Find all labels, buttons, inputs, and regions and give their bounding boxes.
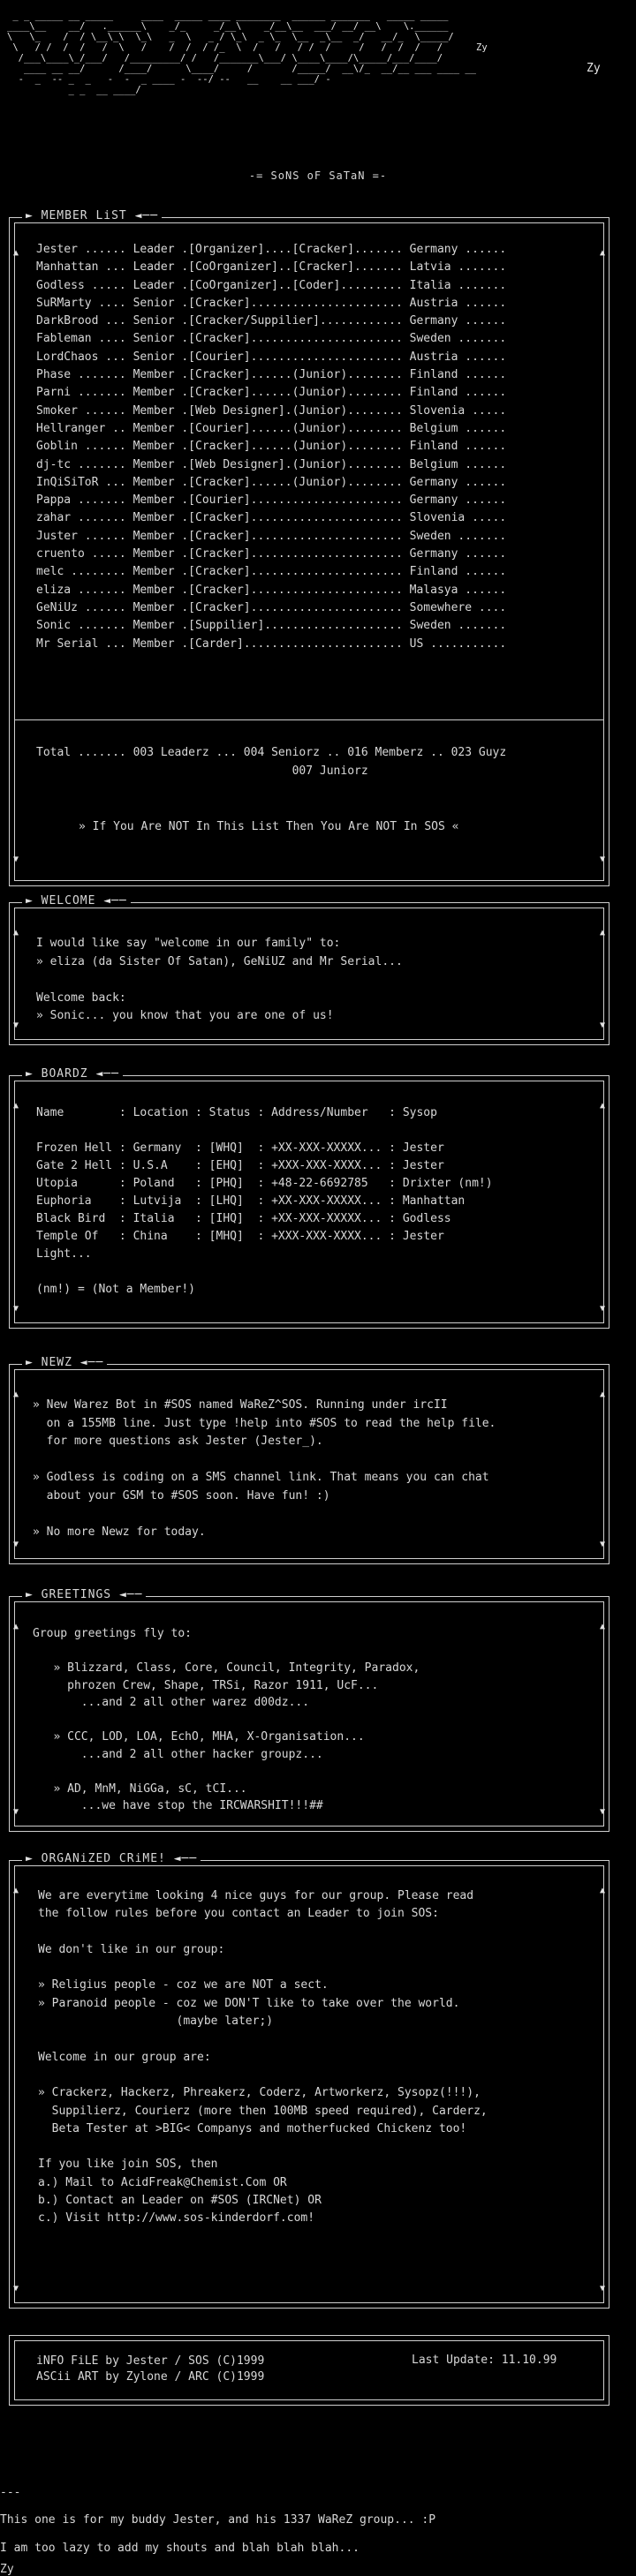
scroll-down-right-icon: ▼: [599, 1021, 605, 1030]
section-title-organized-crime: [22, 1852, 201, 1865]
section-title-newz: [22, 1356, 107, 1369]
section-title-welcome: [22, 894, 131, 908]
scroll-up-icon: ▲: [13, 1390, 19, 1399]
organized-crime-section: [9, 1852, 610, 2309]
title-deco-left-icon: ►: [26, 1067, 34, 1081]
organized-crime-title: ORGANiZED CRiME!: [41, 1852, 166, 1865]
scroll-up-right-icon: ▲: [599, 1101, 605, 1111]
member-row: Smoker ...... Member .[Web Designer].(Junior)........ Slovenia .....: [36, 403, 507, 418]
shout-line-1: This one is for my buddy Jester, and his 1337 WaReZ group... :P: [0, 2513, 436, 2527]
member-row: Jester ...... Leader .[Organizer]....[Cracker]....... Germany ......: [36, 243, 507, 256]
page-subtitle: -= SoNS oF SaTaN =-: [248, 169, 388, 182]
welcome-section: [9, 894, 610, 1045]
organized-crime-text: We are everytime looking 4 nice guys for our group. Please read the follow rules before you contact an Leader to join SOS: We don't like in our group: » Religius people - coz we are NOT a sect. » Paranoid people - coz we DON'T like to take over the world. (maybe later;) Welcome in our group are: » Crackerz, Hackerz, Phreakerz, Coderz, Artworkerz, Sysopz(!!!), Suppilierz, Courierz (more then 100MB speed required), Carderz, Beta Tester at >BIG< Companys and motherfucked Chickenz too! If you like join SOS, then a.) Mail to AcidFreak@Chemist.Com OR b.) Contact an Leader on #SOS (IRCNet) OR c.) Visit http://www.sos-kinderdorf.com!: [38, 1889, 488, 2226]
section-title-boardz: [22, 1067, 123, 1081]
member-total: Total ....... 003 Leaderz ... 004 Seniorz .. 016 Memberz .. 023 Guyz 007 Juniorz: [36, 746, 507, 778]
member-row: SuRMarty .... Senior .[Cracker]...................... Austria ......: [36, 296, 507, 310]
title-deco-right-icon: ◄──: [80, 1356, 104, 1369]
member-row: InQiSiToR ... Member .[Cracker]......(Junior)........ Germany ......: [36, 475, 507, 489]
scroll-down-icon: ▼: [13, 2284, 19, 2294]
last-update: Last Update: 11.10.99: [412, 2354, 557, 2367]
member-list-title: MEMBER LiST: [41, 209, 127, 222]
member-row: LordChaos ... Senior .[Courier]...................... Austria ......: [36, 350, 507, 364]
scroll-down-icon: ▼: [13, 1021, 19, 1030]
greetings-section: [9, 1588, 610, 1832]
scroll-down-right-icon: ▼: [599, 1540, 605, 1549]
member-row: Godless ..... Leader .[CoOrganizer]..[Coder]......... Italia .......: [36, 278, 507, 292]
member-row: Sonic ....... Member .[Suppilier].................... Sweden .......: [36, 619, 507, 633]
scroll-down-right-icon: ▼: [599, 2284, 605, 2294]
member-row: Phase ....... Member .[Cracker]......(Junior)........ Finland ......: [36, 368, 507, 382]
scroll-up-icon: ▲: [13, 1622, 19, 1631]
title-deco-left-icon: ►: [26, 1852, 34, 1865]
scroll-down-right-icon: ▼: [599, 855, 605, 864]
scroll-down-right-icon: ▼: [599, 1304, 605, 1314]
scroll-down-icon: ▼: [13, 855, 19, 864]
member-row: Manhattan ... Leader .[CoOrganizer]..[Cracker]....... Latvia .......: [36, 260, 507, 275]
newz-text: » New Warez Bot in #SOS named WaReZ^SOS. Running under ircII on a 155MB line. Just type !help into #SOS to read the help file. for more questions ask Jester (Jester_). » Godless is coding on a SMS channel link. That means you can chat about your GSM to #SOS soon. Have fun! :) » No more Newz for today.: [33, 1398, 496, 1539]
info-footer-box: [9, 2335, 610, 2406]
section-title-member-list: [22, 209, 162, 222]
title-deco-right-icon: ◄──: [118, 1588, 143, 1601]
member-row: zahar ....... Member .[Cracker]...................... Slovenia .....: [36, 511, 507, 525]
member-rows: [36, 241, 506, 653]
newz-section: [9, 1356, 610, 1564]
scroll-up-right-icon: ▲: [599, 1622, 605, 1631]
scroll-up-right-icon: ▲: [599, 928, 605, 938]
scroll-down-right-icon: ▼: [599, 1807, 605, 1817]
shout-line-2: I am too lazy to add my shouts and blah blah blah...: [0, 2542, 360, 2555]
title-deco-left-icon: ►: [26, 209, 34, 222]
member-row: Mr Serial ... Member .[Carder]....................... US ...........: [36, 636, 507, 651]
member-row: Goblin ...... Member .[Cracker]......(Junior)........ Finland ......: [36, 440, 507, 454]
newz-title: NEWZ: [41, 1356, 72, 1369]
artist-signature: Zy: [587, 62, 601, 75]
welcome-title: WELCOME: [41, 894, 96, 908]
member-row: DarkBrood ... Senior .[Cracker/Suppilier]............ Germany ......: [36, 314, 507, 328]
greetings-text: Group greetings fly to: » Blizzard, Class, Core, Council, Integrity, Paradox, phrozen Crew, Shape, TRSi, Razor 1911, UcF... ...and 2 all other warez d00dz... » CCC, LOD, LOA, EchO, MHA, X-Organisation... ...and 2 all other hacker groupz... » AD, MnM, NiGGa, sC, tCI... ...we have stop the IRCWARSHIT!!!##: [33, 1627, 420, 1812]
ascii-logo: _ _ _____ __ _____ ____ _____ ____ ________ ______ _______ _____ _____ ____\__ __/ .______\ _/_ _/__\ _/__\__ ___/ __/ __\ \.______ \ \_ / / \__\_\ \_\ _ \ _ / \_\ _ \_ \__ _\__ _/ __/_ \_____/ \ / / / / / \ / / / / /_ \ / / / / / / / / / / Zy /___\____\_/___/ /_________/ / /_______\___/ \____\____/\_____/___/____/ ____ __ __/ /____/ \____/ / /_____/ __\/_ __/__ ___ ____ __ - _ -- _ _ - - _ ____ - --/ -- __ __ ___/ - _ _ __ ____/: [7, 11, 488, 95]
title-deco-right-icon: ◄──: [134, 209, 159, 222]
title-deco-left-icon: ►: [26, 1588, 34, 1601]
scroll-down-icon: ▼: [13, 1304, 19, 1314]
boardz-text: Name : Location : Status : Address/Number : Sysop Frozen Hell : Germany : [WHQ] : +XX-XXX-XXXXX... : Jester Gate 2 Hell : U.S.A : [EHQ] : +XXX-XXX-XXXX... : Jester Utopia : Poland : [PHQ] : +48-22-6692785 : Drixter (nm!) Euphoria : Lutvija : [LHQ] : +XX-XXX-XXXXX... : Manhattan Black Bird : Italia : [IHQ] : +XX-XXX-XXXXX... : Godless Temple Of : China : [MHQ] : +XXX-XXX-XXXX... : Jester Light... (nm!) = (Not a Member!): [36, 1106, 493, 1296]
boardz-section: [9, 1067, 610, 1329]
scroll-up-right-icon: ▲: [599, 1886, 605, 1895]
scroll-up-right-icon: ▲: [599, 248, 605, 258]
title-deco-right-icon: ◄──: [103, 894, 127, 908]
title-deco-right-icon: ◄──: [95, 1067, 119, 1081]
member-row: GeNiUz ...... Member .[Cracker]...................... Somewhere ....: [36, 600, 507, 614]
member-row: melc ........ Member .[Cracker]...................... Finland ......: [36, 565, 507, 579]
member-row: Juster ...... Member .[Cracker]...................... Sweden .......: [36, 529, 507, 543]
scroll-down-icon: ▼: [13, 1807, 19, 1817]
info-credits: iNFO FiLE by Jester / SOS (C)1999 ASCii ART by Zylone / ARC (C)1999: [36, 2354, 265, 2384]
scroll-up-icon: ▲: [13, 248, 19, 258]
scroll-up-right-icon: ▲: [599, 1390, 605, 1399]
member-row: dj-tc ....... Member .[Web Designer].(Junior)........ Belgium ......: [36, 457, 507, 471]
member-row: cruento ..... Member .[Cracker]...................... Germany ......: [36, 547, 507, 561]
greetings-title: GREETINGS: [41, 1588, 112, 1601]
member-row: Pappa ....... Member .[Courier]...................... Germany ......: [36, 493, 507, 508]
member-note: » If You Are NOT In This List Then You Are NOT In SOS «: [79, 820, 459, 833]
member-row: Parni ....... Member .[Cracker]......(Junior)........ Finland ......: [36, 386, 507, 400]
section-title-greetings: [22, 1588, 146, 1601]
member-list-divider: [15, 719, 603, 720]
boardz-title: BOARDZ: [41, 1067, 88, 1081]
member-list-section: [9, 209, 610, 886]
member-row: eliza ....... Member .[Cracker]...................... Malasya ......: [36, 583, 507, 597]
title-deco-left-icon: ►: [26, 1356, 34, 1369]
trailing-dashes: ---: [0, 2486, 21, 2499]
scroll-up-icon: ▲: [13, 1101, 19, 1111]
scroll-down-icon: ▼: [13, 1540, 19, 1549]
title-deco-left-icon: ►: [26, 894, 34, 908]
scroll-up-icon: ▲: [13, 1886, 19, 1895]
scroll-up-icon: ▲: [13, 928, 19, 938]
closing-signature: Zy: [0, 2563, 14, 2576]
member-row: Hellranger .. Member .[Courier]......(Junior)........ Belgium ......: [36, 421, 507, 435]
member-row: Fableman .... Senior .[Cracker]...................... Sweden .......: [36, 332, 507, 346]
title-deco-right-icon: ◄──: [173, 1852, 198, 1865]
welcome-text: I would like say "welcome in our family" to: » eliza (da Sister Of Satan), GeNiUZ and Mr Serial... Welcome back: » Sonic... you know that you are one of us!: [36, 937, 403, 1022]
